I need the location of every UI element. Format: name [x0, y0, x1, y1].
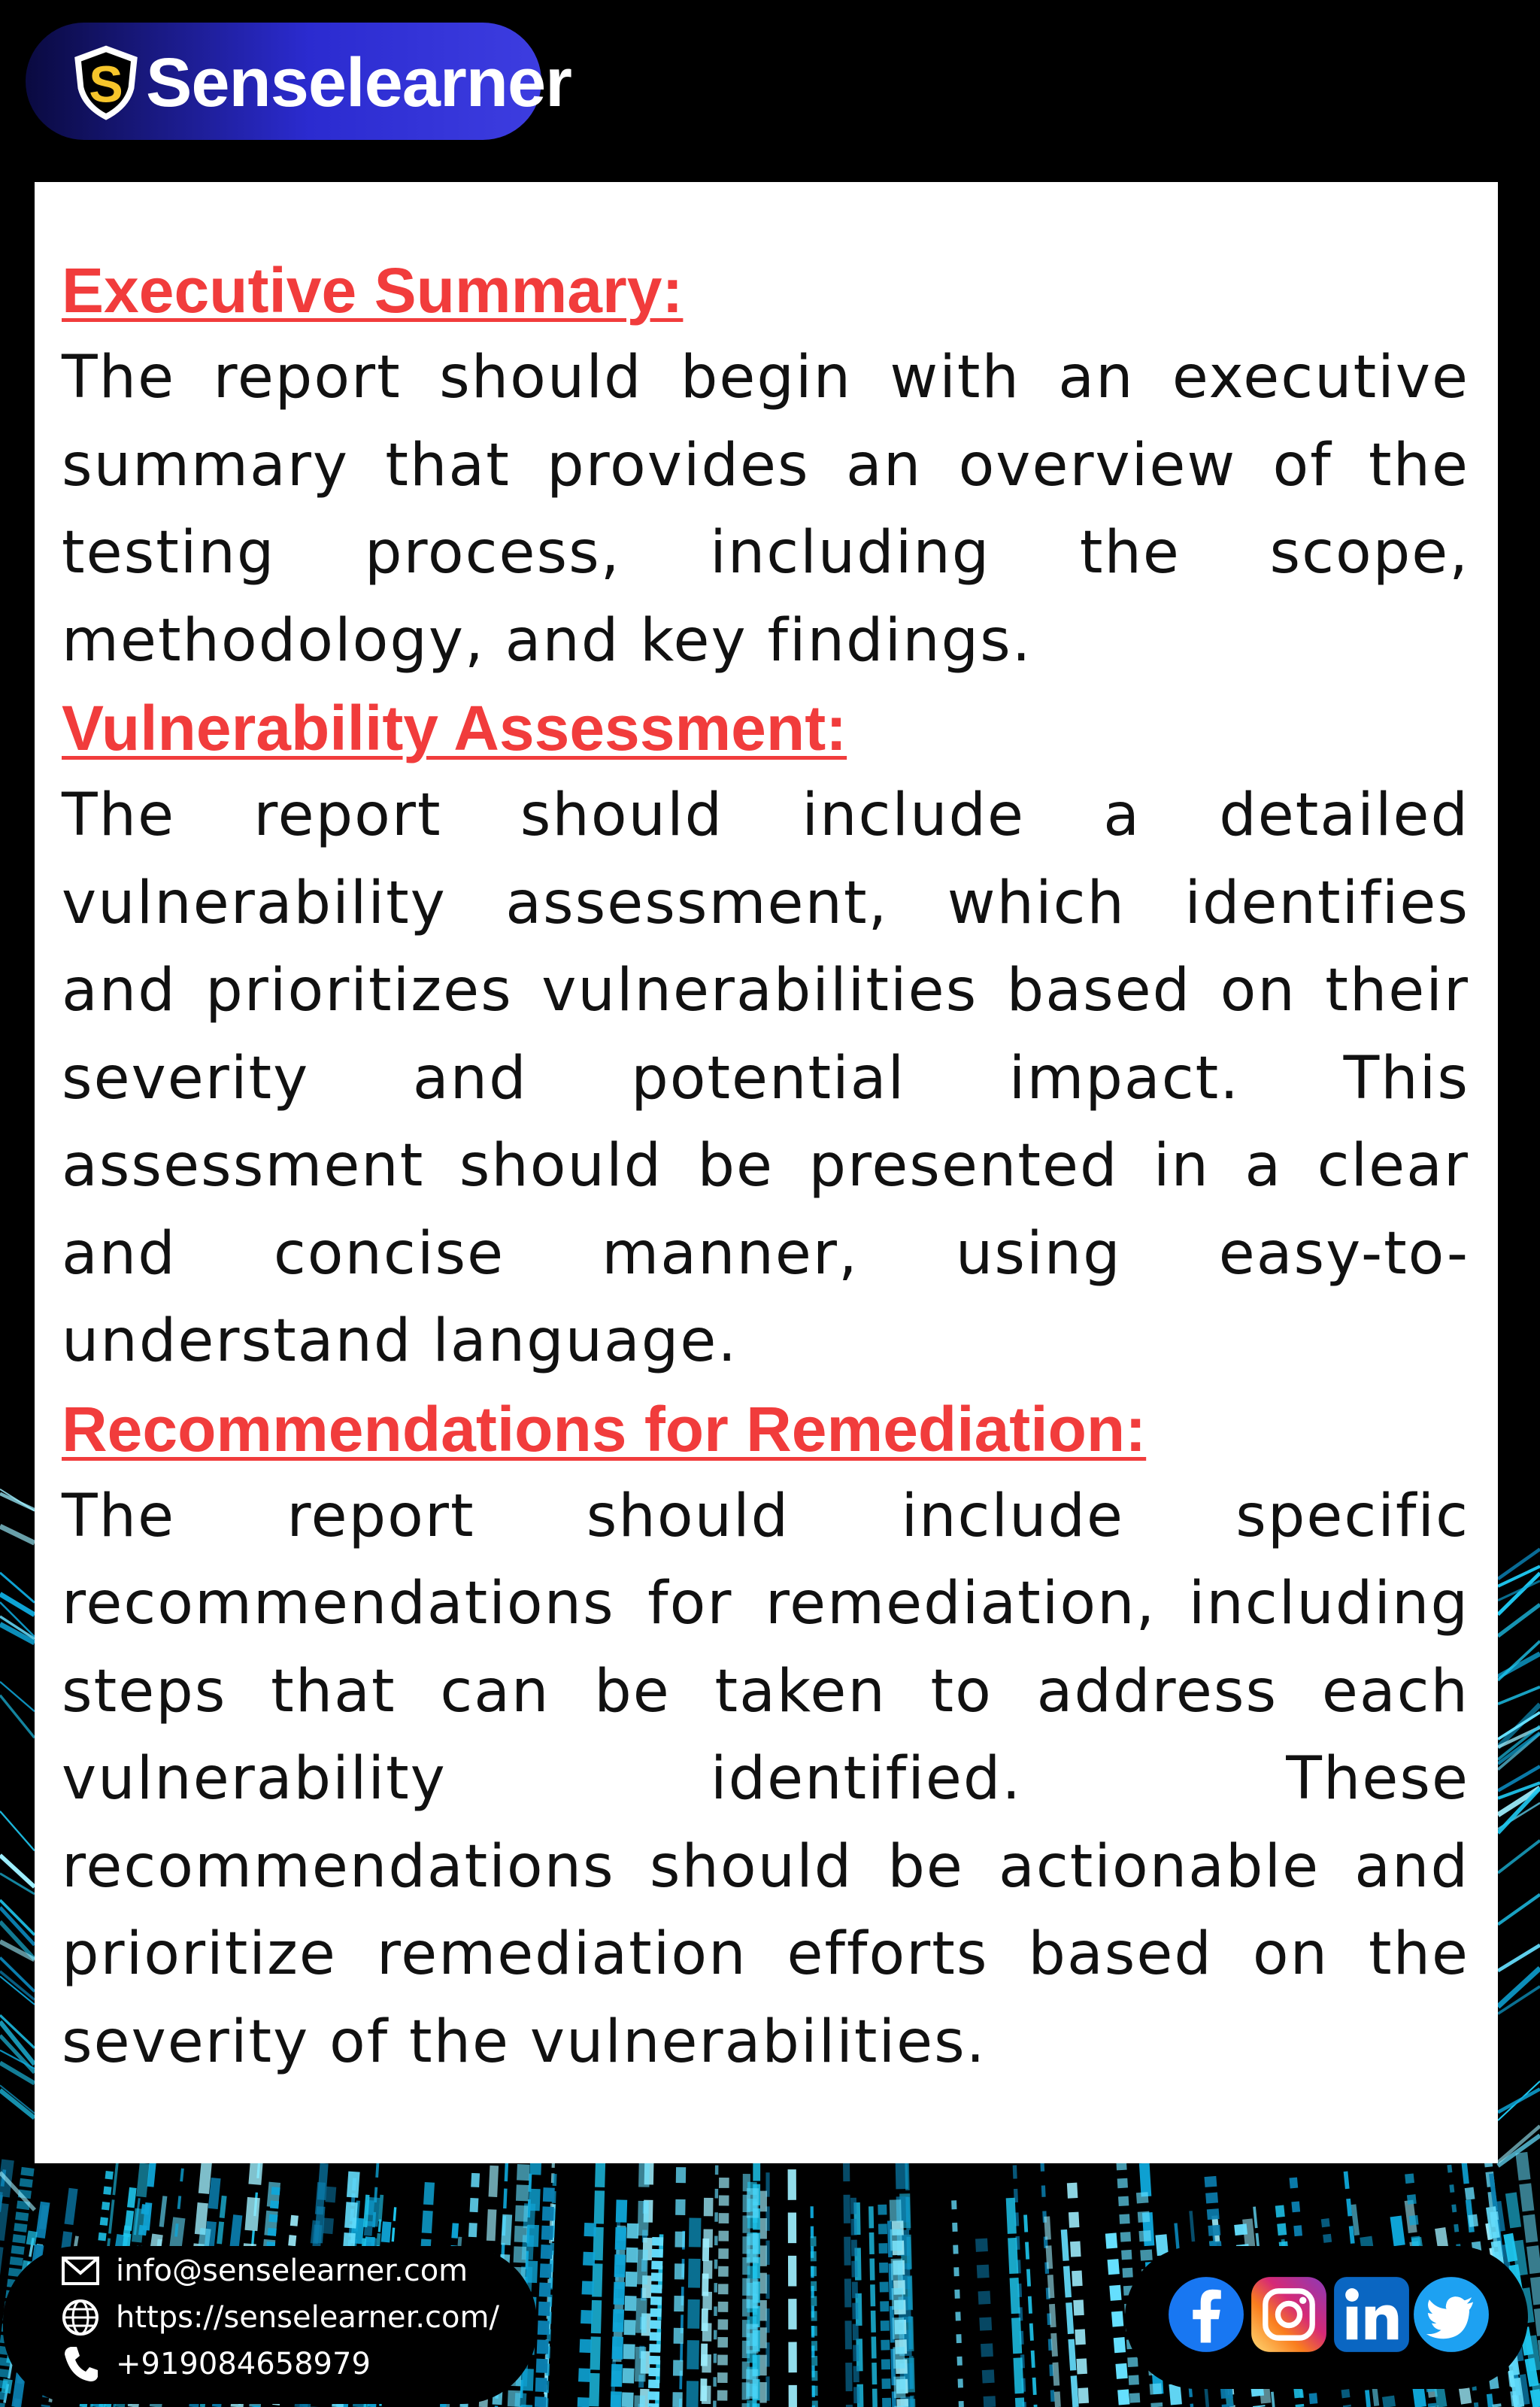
section-heading-executive-summary: Executive Summary: [62, 255, 684, 326]
section-body-executive-summary: The report should begin with an executive summary that provides an overview of the testing process, including the scope, methodology, and key findings. [62, 344, 1469, 675]
svg-text:S: S [89, 56, 123, 114]
section-body-recommendations: The report should include specific recommendations for remediation, including steps that can be taken to address each vulnerability identified. These recommendations should be actionable and prioritize remediation efforts based on the severity of the vulnerabilities. [62, 1482, 1469, 2076]
instagram-icon[interactable] [1250, 2275, 1328, 2354]
brand-logo [26, 23, 571, 140]
mail-icon [60, 2251, 101, 2291]
section-body-vulnerability-assessment: The report should include a detailed vulnerability assessment, which identifies and prioritizes vulnerabilities based on their severity and potential impact. This assessment should be presented in a clear and concise manner, using easy-to-understand language. [62, 782, 1469, 1375]
contact-website-row[interactable] [60, 2297, 499, 2338]
contact-email-row[interactable] [60, 2251, 468, 2291]
facebook-icon[interactable] [1167, 2275, 1245, 2354]
linkedin-icon[interactable] [1332, 2275, 1411, 2354]
shield-logo-icon [65, 41, 147, 123]
content-body [62, 247, 1469, 2086]
contact-phone-row[interactable] [60, 2344, 371, 2384]
globe-icon [60, 2297, 101, 2338]
twitter-icon[interactable] [1412, 2275, 1490, 2354]
section-heading-vulnerability-assessment: Vulnerability Assessment: [62, 693, 847, 763]
content-card [35, 182, 1498, 2163]
phone-icon [60, 2344, 101, 2384]
contact-email[interactable]: info@senselearner.com [116, 2254, 468, 2288]
contact-website[interactable]: https://senselearner.com/ [116, 2300, 499, 2335]
section-heading-recommendations: Recommendations for Remediation: [62, 1393, 1147, 1465]
contact-phone[interactable]: +919084658979 [116, 2347, 371, 2381]
brand-name: Senselearner [146, 44, 571, 121]
